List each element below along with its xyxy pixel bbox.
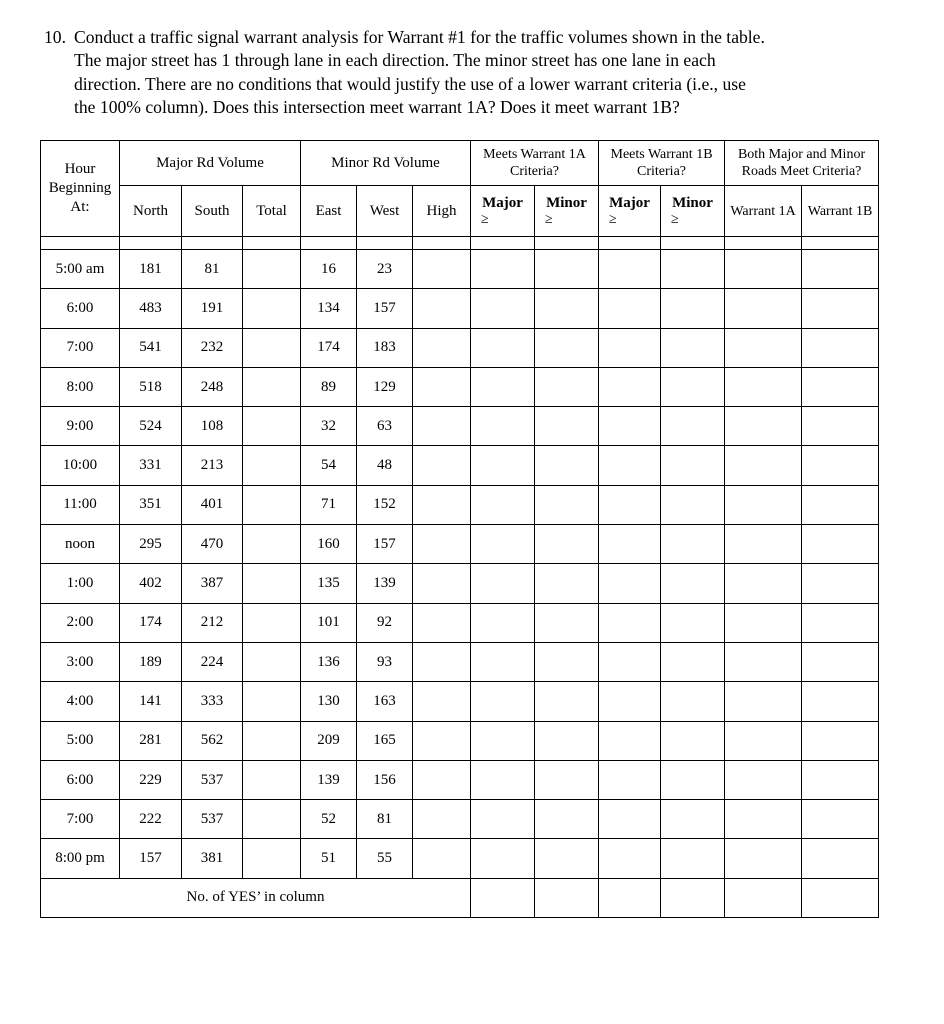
table-row bbox=[41, 407, 879, 446]
cell-hour: 2:00 bbox=[41, 603, 120, 642]
cell-south: 333 bbox=[182, 682, 243, 721]
ge-symbol: ≥ bbox=[545, 211, 553, 227]
cell-n1b bbox=[661, 721, 725, 760]
cell-w1a bbox=[725, 250, 802, 289]
cell-total bbox=[243, 721, 301, 760]
cell-hour: 7:00 bbox=[41, 800, 120, 839]
cell-total bbox=[243, 603, 301, 642]
cell-w1b bbox=[802, 603, 879, 642]
cell-m1a bbox=[471, 250, 535, 289]
table-row bbox=[41, 367, 879, 406]
warrant-1a-header: Meets Warrant 1A Criteria? bbox=[471, 141, 599, 186]
table-row bbox=[41, 485, 879, 524]
cell-m1a bbox=[471, 289, 535, 328]
cell-high bbox=[413, 564, 471, 603]
cell-m1a bbox=[471, 839, 535, 878]
warrant-1b-column-header: Warrant 1B bbox=[802, 186, 879, 237]
cell-north: 157 bbox=[120, 839, 182, 878]
cell-w1a bbox=[725, 446, 802, 485]
cell-m1b bbox=[599, 642, 661, 681]
cell-north: 483 bbox=[120, 289, 182, 328]
cell-total bbox=[243, 682, 301, 721]
cell-m1a bbox=[471, 446, 535, 485]
cell-w1b bbox=[802, 250, 879, 289]
cell-hour: 11:00 bbox=[41, 485, 120, 524]
cell-w1b bbox=[802, 328, 879, 367]
cell-total bbox=[243, 525, 301, 564]
cell-south: 213 bbox=[182, 446, 243, 485]
ge-symbol: ≥ bbox=[671, 211, 679, 227]
cell-m1a bbox=[471, 525, 535, 564]
cell-south: 537 bbox=[182, 800, 243, 839]
cell-m1b bbox=[599, 603, 661, 642]
high-header: High bbox=[413, 186, 471, 237]
cell-n1a bbox=[535, 446, 599, 485]
east-header: East bbox=[301, 186, 357, 237]
cell-total bbox=[243, 446, 301, 485]
cell-east: 51 bbox=[301, 839, 357, 878]
cell-high bbox=[413, 446, 471, 485]
cell-hour: 6:00 bbox=[41, 289, 120, 328]
ge-symbol: ≥ bbox=[481, 211, 489, 227]
cell-n1b bbox=[661, 682, 725, 721]
question-text bbox=[44, 26, 884, 120]
cell-south: 108 bbox=[182, 407, 243, 446]
cell-west: 163 bbox=[357, 682, 413, 721]
cell-east: 101 bbox=[301, 603, 357, 642]
cell-west: 156 bbox=[357, 760, 413, 799]
cell-west: 92 bbox=[357, 603, 413, 642]
cell-w1a bbox=[725, 839, 802, 878]
table-row bbox=[41, 839, 879, 878]
cell-total bbox=[243, 564, 301, 603]
cell-n1b bbox=[661, 800, 725, 839]
table-row bbox=[41, 289, 879, 328]
cell-n1a bbox=[535, 603, 599, 642]
cell-high bbox=[413, 250, 471, 289]
north-header: North bbox=[120, 186, 182, 237]
table-row bbox=[41, 760, 879, 799]
cell-m1b bbox=[599, 525, 661, 564]
warrant-1a-minor-cell bbox=[535, 186, 599, 237]
total-header: Total bbox=[243, 186, 301, 237]
cell-hour: 8:00 pm bbox=[41, 839, 120, 878]
cell-west: 55 bbox=[357, 839, 413, 878]
cell-w1b bbox=[802, 800, 879, 839]
cell-north: 181 bbox=[120, 250, 182, 289]
warrant-1b-minor-header: Minor bbox=[672, 194, 713, 211]
cell-south: 224 bbox=[182, 642, 243, 681]
cell-hour: 9:00 bbox=[41, 407, 120, 446]
cell-m1b bbox=[599, 721, 661, 760]
cell-north: 524 bbox=[120, 407, 182, 446]
cell-east: 209 bbox=[301, 721, 357, 760]
cell-n1b bbox=[661, 564, 725, 603]
cell-south: 232 bbox=[182, 328, 243, 367]
cell-w1a bbox=[725, 642, 802, 681]
cell-high bbox=[413, 289, 471, 328]
cell-total bbox=[243, 839, 301, 878]
table-row bbox=[41, 642, 879, 681]
footer-label: No. of YES’ in column bbox=[41, 878, 471, 917]
cell-east: 130 bbox=[301, 682, 357, 721]
cell-n1b bbox=[661, 642, 725, 681]
warrant-1a-major-header: Major bbox=[482, 194, 523, 211]
footer-row bbox=[41, 878, 879, 917]
cell-total bbox=[243, 407, 301, 446]
warrant-table bbox=[40, 140, 879, 918]
table-row bbox=[41, 721, 879, 760]
cell-high bbox=[413, 328, 471, 367]
cell-hour: 1:00 bbox=[41, 564, 120, 603]
cell-m1b bbox=[599, 446, 661, 485]
cell-m1b bbox=[599, 760, 661, 799]
cell-south: 562 bbox=[182, 721, 243, 760]
cell-south: 537 bbox=[182, 760, 243, 799]
cell-n1a bbox=[535, 839, 599, 878]
table-row bbox=[41, 682, 879, 721]
warrant-1b-major-header: Major bbox=[609, 194, 650, 211]
cell-south: 381 bbox=[182, 839, 243, 878]
cell-high bbox=[413, 721, 471, 760]
warrant-1b-minor-cell bbox=[661, 186, 725, 237]
cell-w1a bbox=[725, 328, 802, 367]
cell-n1b bbox=[661, 250, 725, 289]
cell-hour: 4:00 bbox=[41, 682, 120, 721]
cell-m1b bbox=[599, 289, 661, 328]
footer-count-cell bbox=[661, 878, 725, 917]
footer-count-cell bbox=[535, 878, 599, 917]
cell-east: 89 bbox=[301, 367, 357, 406]
cell-n1a bbox=[535, 328, 599, 367]
cell-north: 281 bbox=[120, 721, 182, 760]
cell-total bbox=[243, 800, 301, 839]
cell-total bbox=[243, 642, 301, 681]
cell-total bbox=[243, 485, 301, 524]
cell-w1a bbox=[725, 289, 802, 328]
cell-w1b bbox=[802, 839, 879, 878]
cell-east: 134 bbox=[301, 289, 357, 328]
cell-north: 351 bbox=[120, 485, 182, 524]
cell-east: 32 bbox=[301, 407, 357, 446]
warrant-1b-major-cell bbox=[599, 186, 661, 237]
cell-high bbox=[413, 603, 471, 642]
cell-total bbox=[243, 760, 301, 799]
footer-count-cell bbox=[471, 878, 535, 917]
cell-m1a bbox=[471, 407, 535, 446]
cell-hour: 10:00 bbox=[41, 446, 120, 485]
cell-w1a bbox=[725, 603, 802, 642]
cell-east: 52 bbox=[301, 800, 357, 839]
cell-east: 160 bbox=[301, 525, 357, 564]
cell-n1b bbox=[661, 407, 725, 446]
cell-n1b bbox=[661, 525, 725, 564]
cell-n1b bbox=[661, 367, 725, 406]
table-row bbox=[41, 800, 879, 839]
cell-w1b bbox=[802, 367, 879, 406]
cell-n1a bbox=[535, 250, 599, 289]
hour-header: Hour Beginning At: bbox=[41, 141, 120, 237]
cell-m1b bbox=[599, 407, 661, 446]
cell-w1a bbox=[725, 564, 802, 603]
cell-west: 157 bbox=[357, 289, 413, 328]
cell-n1a bbox=[535, 721, 599, 760]
cell-east: 135 bbox=[301, 564, 357, 603]
cell-north: 174 bbox=[120, 603, 182, 642]
cell-east: 136 bbox=[301, 642, 357, 681]
table-row bbox=[41, 525, 879, 564]
cell-w1b bbox=[802, 760, 879, 799]
cell-west: 152 bbox=[357, 485, 413, 524]
cell-w1a bbox=[725, 407, 802, 446]
table-row bbox=[41, 446, 879, 485]
cell-hour: 3:00 bbox=[41, 642, 120, 681]
cell-high bbox=[413, 485, 471, 524]
cell-n1a bbox=[535, 289, 599, 328]
cell-south: 387 bbox=[182, 564, 243, 603]
question-number: 10. bbox=[44, 27, 66, 47]
cell-south: 470 bbox=[182, 525, 243, 564]
cell-w1b bbox=[802, 289, 879, 328]
cell-n1a bbox=[535, 760, 599, 799]
cell-w1a bbox=[725, 525, 802, 564]
cell-north: 295 bbox=[120, 525, 182, 564]
cell-north: 141 bbox=[120, 682, 182, 721]
question-line-3: direction. There are no conditions that would justify the use of a lower warrant criteria (i.e., use bbox=[74, 73, 746, 94]
cell-n1b bbox=[661, 839, 725, 878]
cell-m1a bbox=[471, 682, 535, 721]
footer-count-cell bbox=[725, 878, 802, 917]
cell-m1a bbox=[471, 800, 535, 839]
question-line-4: the 100% column). Does this intersection meet warrant 1A? Does it meet warrant 1B? bbox=[74, 97, 680, 118]
ge-symbol: ≥ bbox=[609, 211, 617, 227]
cell-n1a bbox=[535, 642, 599, 681]
cell-total bbox=[243, 328, 301, 367]
cell-north: 541 bbox=[120, 328, 182, 367]
cell-high bbox=[413, 525, 471, 564]
cell-m1a bbox=[471, 328, 535, 367]
cell-total bbox=[243, 367, 301, 406]
cell-west: 48 bbox=[357, 446, 413, 485]
cell-total bbox=[243, 289, 301, 328]
cell-n1b bbox=[661, 760, 725, 799]
cell-west: 23 bbox=[357, 250, 413, 289]
cell-m1b bbox=[599, 367, 661, 406]
footer-count-cell bbox=[599, 878, 661, 917]
minor-volume-header: Minor Rd Volume bbox=[301, 141, 471, 186]
cell-n1a bbox=[535, 485, 599, 524]
cell-n1b bbox=[661, 289, 725, 328]
cell-m1a bbox=[471, 642, 535, 681]
cell-n1b bbox=[661, 328, 725, 367]
cell-north: 189 bbox=[120, 642, 182, 681]
cell-n1b bbox=[661, 603, 725, 642]
footer-count-cell bbox=[802, 878, 879, 917]
cell-hour: noon bbox=[41, 525, 120, 564]
cell-m1a bbox=[471, 564, 535, 603]
south-header: South bbox=[182, 186, 243, 237]
cell-w1a bbox=[725, 367, 802, 406]
cell-w1b bbox=[802, 721, 879, 760]
cell-north: 402 bbox=[120, 564, 182, 603]
cell-west: 63 bbox=[357, 407, 413, 446]
cell-west: 139 bbox=[357, 564, 413, 603]
cell-west: 93 bbox=[357, 642, 413, 681]
cell-m1a bbox=[471, 760, 535, 799]
cell-north: 331 bbox=[120, 446, 182, 485]
cell-south: 191 bbox=[182, 289, 243, 328]
cell-west: 129 bbox=[357, 367, 413, 406]
cell-m1a bbox=[471, 721, 535, 760]
cell-east: 174 bbox=[301, 328, 357, 367]
cell-n1b bbox=[661, 485, 725, 524]
cell-north: 229 bbox=[120, 760, 182, 799]
cell-m1b bbox=[599, 250, 661, 289]
cell-high bbox=[413, 367, 471, 406]
warrant-1a-major-cell bbox=[471, 186, 535, 237]
cell-w1b bbox=[802, 525, 879, 564]
table-row bbox=[41, 564, 879, 603]
cell-west: 165 bbox=[357, 721, 413, 760]
cell-south: 248 bbox=[182, 367, 243, 406]
cell-n1b bbox=[661, 446, 725, 485]
cell-m1b bbox=[599, 485, 661, 524]
cell-n1a bbox=[535, 800, 599, 839]
west-header: West bbox=[357, 186, 413, 237]
cell-n1a bbox=[535, 407, 599, 446]
cell-m1b bbox=[599, 564, 661, 603]
cell-west: 81 bbox=[357, 800, 413, 839]
cell-w1b bbox=[802, 485, 879, 524]
cell-w1b bbox=[802, 407, 879, 446]
cell-m1b bbox=[599, 328, 661, 367]
cell-high bbox=[413, 760, 471, 799]
cell-m1a bbox=[471, 367, 535, 406]
cell-n1a bbox=[535, 525, 599, 564]
cell-n1a bbox=[535, 564, 599, 603]
cell-south: 212 bbox=[182, 603, 243, 642]
cell-m1a bbox=[471, 603, 535, 642]
cell-east: 71 bbox=[301, 485, 357, 524]
cell-m1b bbox=[599, 800, 661, 839]
cell-north: 518 bbox=[120, 367, 182, 406]
cell-high bbox=[413, 839, 471, 878]
cell-total bbox=[243, 250, 301, 289]
cell-w1b bbox=[802, 446, 879, 485]
cell-west: 157 bbox=[357, 525, 413, 564]
cell-hour: 5:00 bbox=[41, 721, 120, 760]
cell-high bbox=[413, 800, 471, 839]
warrant-1b-header: Meets Warrant 1B Criteria? bbox=[599, 141, 725, 186]
both-roads-header: Both Major and Minor Roads Meet Criteria? bbox=[725, 141, 879, 186]
cell-m1b bbox=[599, 682, 661, 721]
cell-east: 16 bbox=[301, 250, 357, 289]
cell-high bbox=[413, 407, 471, 446]
cell-w1b bbox=[802, 642, 879, 681]
cell-n1a bbox=[535, 367, 599, 406]
warrant-1a-minor-header: Minor bbox=[546, 194, 587, 211]
cell-n1a bbox=[535, 682, 599, 721]
cell-w1a bbox=[725, 485, 802, 524]
cell-north: 222 bbox=[120, 800, 182, 839]
cell-east: 54 bbox=[301, 446, 357, 485]
cell-m1a bbox=[471, 485, 535, 524]
cell-high bbox=[413, 682, 471, 721]
cell-w1a bbox=[725, 760, 802, 799]
cell-hour: 7:00 bbox=[41, 328, 120, 367]
cell-w1a bbox=[725, 682, 802, 721]
table-row bbox=[41, 603, 879, 642]
table-row bbox=[41, 328, 879, 367]
cell-w1b bbox=[802, 564, 879, 603]
cell-east: 139 bbox=[301, 760, 357, 799]
cell-high bbox=[413, 642, 471, 681]
cell-hour: 6:00 bbox=[41, 760, 120, 799]
question-line-1: Conduct a traffic signal warrant analysis for Warrant #1 for the traffic volumes shown in the table. bbox=[74, 27, 765, 47]
question-line-2: The major street has 1 through lane in each direction. The minor street has one lane in each bbox=[74, 50, 716, 71]
cell-w1a bbox=[725, 800, 802, 839]
cell-m1b bbox=[599, 839, 661, 878]
table-row bbox=[41, 250, 879, 289]
warrant-1a-column-header: Warrant 1A bbox=[725, 186, 802, 237]
cell-hour: 5:00 am bbox=[41, 250, 120, 289]
cell-south: 81 bbox=[182, 250, 243, 289]
cell-hour: 8:00 bbox=[41, 367, 120, 406]
cell-w1b bbox=[802, 682, 879, 721]
cell-w1a bbox=[725, 721, 802, 760]
cell-west: 183 bbox=[357, 328, 413, 367]
cell-south: 401 bbox=[182, 485, 243, 524]
major-volume-header: Major Rd Volume bbox=[120, 141, 301, 186]
